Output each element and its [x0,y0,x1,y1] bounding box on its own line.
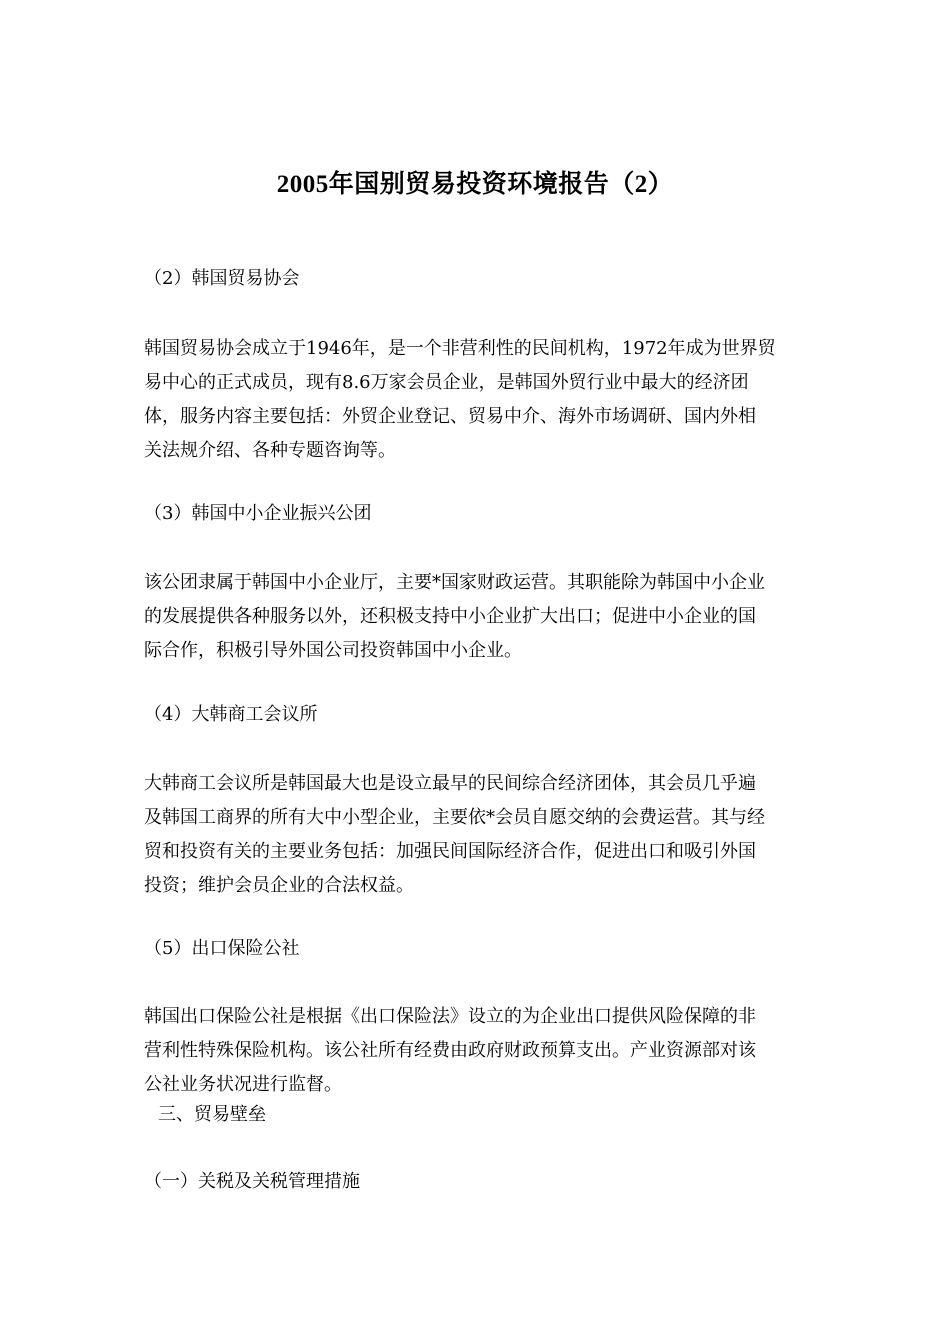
section-heading-5: （5）出口保险公社 [144,938,300,959]
paragraph-line: 营利性特殊保险机构。该公社所有经费由政府财政预算支出。产业资源部对该 [144,1040,756,1061]
paragraph-line: 韩国贸易协会成立于1946年，是一个非营利性的民间机构，1972年成为世界贸 [144,338,776,359]
paragraph-line: 关法规介绍、各种专题咨询等。 [144,440,396,461]
section-paragraph-3 [144,566,809,668]
paragraph-line: 易中心的正式成员，现有8.6万家会员企业，是韩国外贸行业中最大的经济团 [144,372,749,393]
paragraph-line: 韩国出口保险公社是根据《出口保险法》设立的为企业出口提供风险保障的非 [144,1006,756,1027]
section-heading-4: （4）大韩商工会议所 [144,704,318,725]
section-heading-2: （2）韩国贸易协会 [144,268,300,289]
paragraph-line: 体，服务内容主要包括：外贸企业登记、贸易中介、海外市场调研、国内外相 [144,406,756,427]
paragraph-line: 公社业务状况进行监督。 [144,1074,342,1095]
chapter-heading: 三、贸易壁垒 [158,1104,266,1125]
section-heading-3: （3）韩国中小企业振兴公团 [144,503,372,524]
paragraph-line: 的发展提供各种服务以外，还积极支持中小企业扩大出口；促进中小企业的国 [144,606,756,627]
paragraph-line: 大韩商工会议所是韩国最大也是设立最早的民间综合经济团体，其会员几乎遍 [144,773,756,794]
paragraph-line: 际合作，积极引导外国公司投资韩国中小企业。 [144,640,522,661]
paragraph-line: 该公团隶属于韩国中小企业厅，主要*国家财政运营。其职能除为韩国中小企业 [144,572,765,593]
document-title: 2005年国别贸易投资环境报告（2） [276,171,674,198]
section-paragraph-4 [144,767,809,903]
section-paragraph-5 [144,1000,809,1102]
paragraph-line: 及韩国工商界的所有大中小型企业，主要依*会员自愿交纳的会费运营。其与经 [144,807,765,828]
subsection-heading: （一）关税及关税管理措施 [144,1171,360,1192]
paragraph-line: 投资；维护会员企业的合法权益。 [144,875,414,896]
paragraph-line: 贸和投资有关的主要业务包括：加强民间国际经济合作，促进出口和吸引外国 [144,841,756,862]
section-paragraph-2 [144,332,809,468]
